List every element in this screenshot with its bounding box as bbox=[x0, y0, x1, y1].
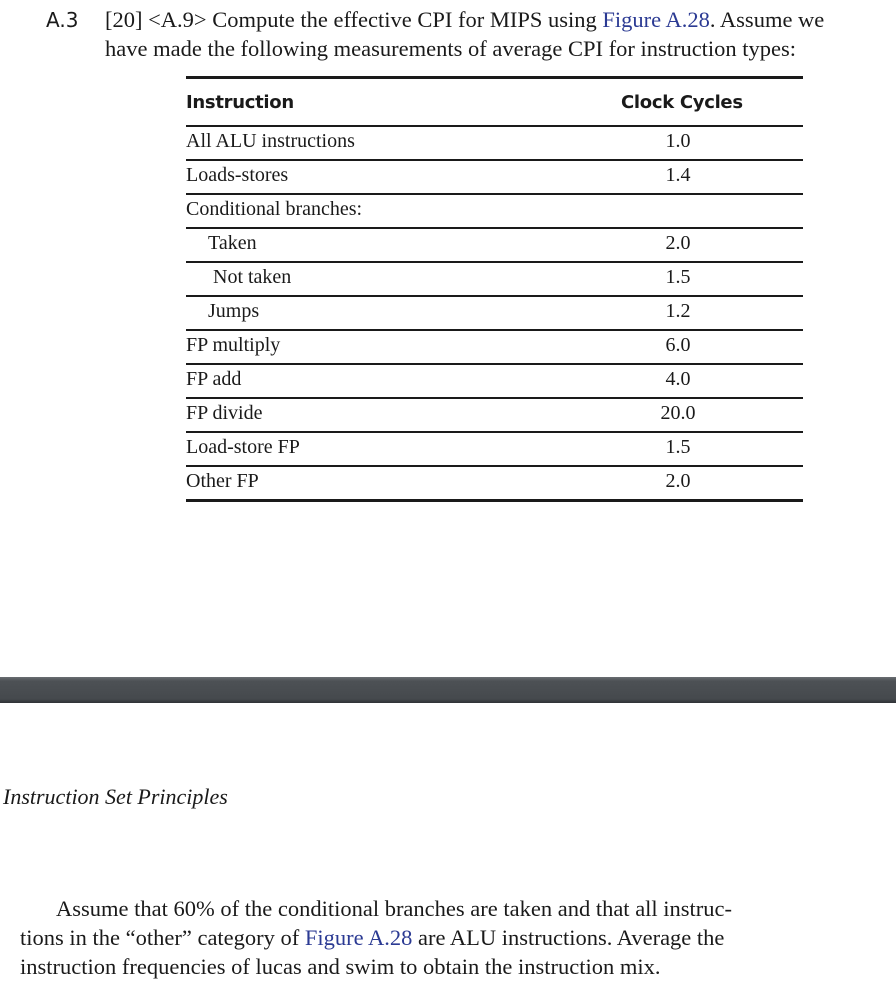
paragraph-line-2-suffix: are ALU instructions. Average the bbox=[412, 925, 725, 950]
table-row bbox=[186, 263, 803, 297]
row-cycles: 6.0 bbox=[665, 334, 691, 356]
table-row bbox=[186, 331, 803, 365]
exercise-paragraph bbox=[20, 894, 810, 981]
paragraph-line-2-prefix: tions in the “other” category of bbox=[20, 925, 305, 950]
row-cycles: 1.5 bbox=[665, 266, 691, 288]
row-instruction: Load-store FP bbox=[186, 436, 300, 458]
figure-link[interactable]: Figure A.28 bbox=[602, 7, 710, 32]
header-instruction: Instruction bbox=[186, 92, 294, 113]
row-instruction: Not taken bbox=[213, 266, 292, 288]
row-instruction: Conditional branches: bbox=[186, 198, 363, 220]
row-instruction: Other FP bbox=[186, 470, 259, 492]
table-row bbox=[186, 161, 803, 195]
page-break-bar bbox=[0, 677, 896, 703]
row-cycles: 20.0 bbox=[660, 402, 696, 424]
exercise-line-1-suffix: . Assume we bbox=[709, 7, 825, 32]
table-row bbox=[186, 229, 803, 263]
row-cycles: 1.0 bbox=[665, 130, 691, 152]
row-instruction: Taken bbox=[208, 232, 257, 254]
row-instruction: Jumps bbox=[208, 300, 260, 322]
table-row bbox=[186, 195, 803, 229]
running-head: Instruction Set Principles bbox=[3, 784, 228, 809]
table-row bbox=[186, 297, 803, 331]
row-cycles: 4.0 bbox=[665, 368, 691, 390]
row-instruction: FP divide bbox=[186, 402, 263, 424]
row-instruction: FP add bbox=[186, 368, 242, 390]
paragraph-line-1 bbox=[20, 894, 810, 923]
exercise-prompt bbox=[105, 6, 895, 63]
row-instruction: Loads-stores bbox=[186, 164, 289, 186]
header-clock-cycles: Clock Cycles bbox=[621, 92, 743, 113]
row-cycles: 2.0 bbox=[665, 470, 691, 492]
table-row bbox=[186, 127, 803, 161]
row-cycles: 1.4 bbox=[665, 164, 691, 186]
exercise-line-2: have made the following measurements of average CPI for instruction types: bbox=[105, 35, 797, 61]
table-row bbox=[186, 399, 803, 433]
table-row bbox=[186, 365, 803, 399]
paragraph-line-3: instruction frequencies of lucas and swim to obtain the instruction mix. bbox=[20, 954, 661, 979]
table-row bbox=[186, 433, 803, 467]
exercise-number: A.3 bbox=[46, 8, 79, 32]
row-cycles: 1.2 bbox=[665, 300, 691, 322]
paragraph-line-1-text: Assume that 60% of the conditional branches are taken and that all instruc- bbox=[56, 896, 733, 921]
table-row bbox=[186, 467, 803, 502]
row-instruction: FP multiply bbox=[186, 334, 281, 356]
exercise-line-1-prefix: [20] <A.9> Compute the effective CPI for MIPS using bbox=[105, 7, 603, 32]
cpi-table bbox=[186, 76, 803, 502]
row-cycles: 2.0 bbox=[665, 232, 691, 254]
table-header-row bbox=[186, 79, 803, 127]
figure-link[interactable]: Figure A.28 bbox=[304, 925, 413, 950]
row-cycles: 1.5 bbox=[665, 436, 691, 458]
row-instruction: All ALU instructions bbox=[186, 130, 355, 152]
paragraph-line-2 bbox=[20, 923, 810, 952]
exercise-line-1 bbox=[105, 6, 895, 35]
